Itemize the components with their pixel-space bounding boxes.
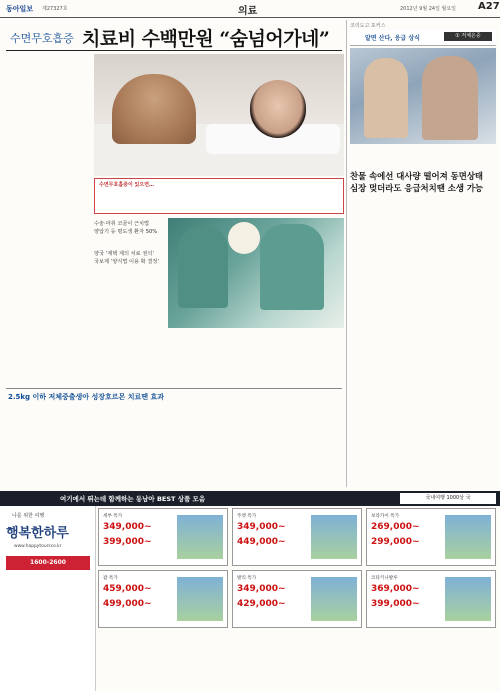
info-box: [94, 178, 344, 214]
ad-product-title: 푸켓 특가: [237, 514, 257, 519]
ad-product-price: 369,000~: [371, 584, 420, 594]
secondary-body-column: [264, 405, 342, 485]
ad-product-cell: [366, 508, 496, 566]
article-subhead-2: 양국 ‘재택 제의 치료 권의’ 국보제 ‘양식법 이용 확 결정’: [94, 251, 160, 265]
right-body-column: [350, 200, 420, 420]
secondary-body-column: [182, 405, 260, 485]
ad-product-title: 세부 특가: [103, 514, 123, 519]
ad-product-price: 349,000~: [237, 522, 286, 532]
newspaper-logo: 동아일보: [6, 5, 34, 13]
photo-caption: [168, 330, 344, 344]
ad-product-price: 399,000~: [103, 537, 152, 547]
column-divider: [346, 20, 347, 487]
photo-snoring-man: [112, 74, 196, 144]
ad-product-title: 보라카이 특가: [371, 514, 400, 519]
secondary-body-column: [95, 405, 177, 485]
ad-product-price: 299,000~: [371, 537, 420, 547]
photo-surgeon-2: [260, 224, 324, 310]
ad-product-cell: [232, 570, 362, 628]
article-body-column: [94, 286, 164, 386]
right-body-column: [426, 425, 496, 485]
ad-product-cell: [98, 570, 228, 628]
ad-phone-number: 1600-2600: [6, 556, 90, 570]
ad-product-price: 349,000~: [103, 522, 152, 532]
ad-product-grid: [98, 508, 498, 688]
issue-number: 제27327호: [42, 6, 68, 12]
page-number: A27: [478, 1, 500, 12]
ad-brand-slogan: 나를 위한 여행: [12, 513, 45, 519]
ad-banner-right: 국내여행 1000상 국: [400, 493, 496, 504]
article-headline: 치료비 수백만원 “숨넘어가네”: [82, 28, 330, 50]
info-box-body: [99, 188, 339, 213]
ad-product-price: 459,000~: [103, 584, 152, 594]
ad-product-title: 코타키나발루: [371, 576, 398, 581]
ad-product-photo: [445, 515, 491, 559]
ad-product-price: 349,000~: [237, 584, 286, 594]
right-article-photo: [350, 48, 496, 144]
ad-product-photo: [311, 515, 357, 559]
photo-surgeon-1: [178, 228, 228, 308]
article-body-column: [8, 62, 90, 372]
ad-product-cell: [232, 508, 362, 566]
photo-person-1: [364, 58, 408, 138]
info-box-title: 수면무호흡증이 있으면…: [99, 182, 155, 188]
section-rule: [6, 388, 342, 389]
ad-product-price: 399,000~: [371, 599, 420, 609]
ad-product-price: 449,000~: [237, 537, 286, 547]
photo-awake-woman: [250, 80, 306, 138]
ad-product-photo: [177, 577, 223, 621]
article-body-column: [258, 346, 344, 386]
article-subhead-1: 수술·마취 코골이 근치법 양압기 등 평도생 환자 50%: [94, 221, 158, 235]
ad-product-photo: [311, 577, 357, 621]
article-photo-bedroom: [94, 54, 344, 176]
ad-product-price: 429,000~: [237, 599, 286, 609]
section-title: 의료: [238, 6, 258, 17]
ad-product-photo: [445, 577, 491, 621]
ad-product-title: 발리 특가: [237, 576, 257, 581]
secondary-headline: 2.5kg 이하 저체중출생아 성장호르몬 치료땐 효과: [8, 393, 164, 401]
article-body-column: [168, 346, 254, 386]
right-body-column: [350, 425, 420, 485]
ad-product-cell: [366, 570, 496, 628]
ad-product-price: 499,000~: [103, 599, 152, 609]
series-badge: ① 저체온증: [444, 32, 492, 41]
ad-brand-name: 행복한하루: [6, 526, 69, 541]
ad-product-photo: [177, 515, 223, 559]
ad-banner-text: 여기에서 뛰는데 함께하는 동남아 BEST 상품 모음: [60, 495, 206, 503]
issue-date: 2012년 9월 24일 월요일: [400, 6, 457, 12]
series-title: 알면 산다, 응급 상식: [365, 35, 420, 42]
ad-product-title: 괌 특가: [103, 576, 118, 581]
photo-person-2: [422, 56, 478, 140]
right-article-headline: 찬물 속에선 대사량 떨어져 동면상태 심장 멎더라도 응급처치땐 소생 가능: [350, 171, 484, 193]
secondary-body-column: [8, 405, 90, 485]
article-kicker: 수면무호흡증: [10, 32, 74, 45]
photo-surgery-light: [228, 222, 260, 254]
right-body-column: [426, 200, 496, 420]
right-column-tag: 코리도고 포커스: [350, 23, 386, 29]
headline-rule: [6, 50, 342, 51]
article-photo-surgery: [168, 218, 344, 328]
ad-product-cell: [98, 508, 228, 566]
right-photo-caption: [350, 146, 496, 166]
ad-brand-url: www.happytoursco.kr: [14, 544, 62, 549]
ad-product-price: 269,000~: [371, 522, 420, 532]
